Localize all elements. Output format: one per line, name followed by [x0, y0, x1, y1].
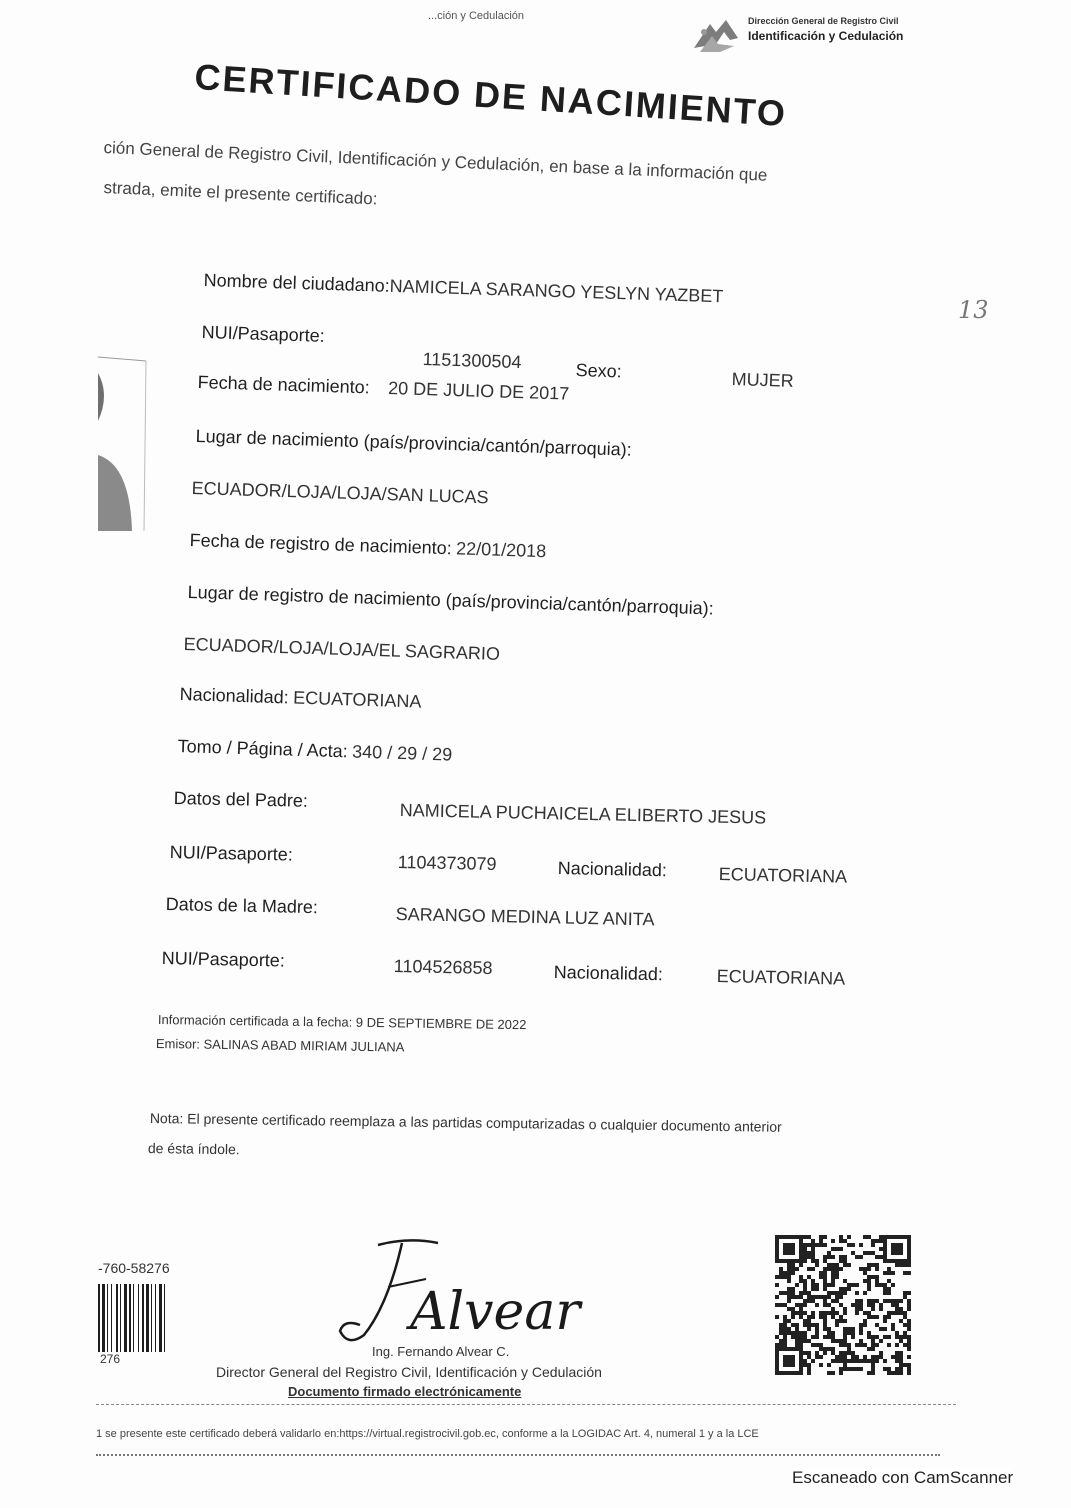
footer-divider	[96, 1404, 956, 1405]
field-tomo	[177, 736, 452, 766]
madre-nui: 1104526858	[393, 956, 493, 979]
footer-cut-line	[96, 1454, 940, 1456]
barcode-code-bottom: 276	[100, 1352, 121, 1366]
intro-line-2: strada, emite el presente certificado:	[103, 178, 378, 209]
margin-handwritten-mark: 13	[958, 296, 989, 324]
madre-nui-label: NUI/Pasaporte:	[161, 948, 286, 971]
fecha-nac-label: Fecha de nacimiento:	[197, 372, 371, 398]
sexo-value: MUJER	[731, 369, 794, 391]
page-title: CERTIFICADO DE NACIMIENTO	[193, 56, 789, 135]
sexo-label: Sexo:	[575, 360, 623, 382]
certificacion-info: Información certificada a la fecha: 9 DE SEPTIEMBRE DE 2022	[157, 1012, 527, 1033]
tomo-value: 340 / 29 / 29	[351, 741, 453, 765]
side-stamp-fragment	[96, 355, 152, 535]
firma-title: Director General del Registro Civil, Identificación y Cedulación	[216, 1364, 602, 1380]
fecha-reg-label: Fecha de registro de nacimiento:	[189, 530, 453, 559]
lugar-reg-label: Lugar de registro de nacimiento (país/provincia/cantón/parroquia):	[187, 582, 715, 619]
footer-line-1: 1 se presente este certificado deberá validarlo en:https://virtual.registrocivil.gob.ec, conforme a la LOGIDAC Art. 4, numeral 1 y a la LCE	[96, 1428, 759, 1440]
field-nacionalidad	[179, 684, 421, 713]
padre-nui: 1104373079	[397, 852, 497, 875]
nombre-value: NAMICELA SARANGO YESLYN YAZBET	[389, 275, 724, 307]
fecha-nac-value: 20 DE JULIO DE 2017	[387, 377, 570, 404]
padre-nac-label: Nacionalidad:	[557, 858, 668, 881]
nui-value: 1151300504	[422, 349, 522, 373]
tomo-label: Tomo / Página / Acta:	[177, 736, 349, 762]
logo-line-1: Dirección General de Registro Civil	[748, 16, 899, 26]
padre-label: Datos del Padre:	[173, 788, 309, 811]
nacionalidad-value: ECUATORIANA	[292, 687, 422, 712]
madre-nac-label: Nacionalidad:	[553, 962, 664, 985]
logo-line-2: Identificación y Cedulación	[748, 29, 904, 43]
camscanner-watermark: Escaneado con CamScanner	[792, 1468, 1014, 1487]
field-nombre	[203, 270, 723, 307]
registro-civil-emblem-icon	[690, 18, 742, 54]
svg-text:Alvear: Alvear	[410, 1282, 581, 1342]
lugar-nac-value: ECUADOR/LOJA/LOJA/SAN LUCAS	[191, 478, 489, 508]
lugar-reg-value: ECUADOR/LOJA/LOJA/EL SAGRARIO	[183, 634, 501, 664]
nombre-label: Nombre del ciudadano:	[203, 270, 391, 296]
field-fecha-registro	[189, 530, 546, 562]
certificacion-emisor: Emisor: SALINAS ABAD MIRIAM JULIANA	[155, 1036, 405, 1055]
padre-name: NAMICELA PUCHAICELA ELIBERTO JESUS	[399, 800, 767, 828]
firma-electronic: Documento firmado electrónicamente	[288, 1384, 522, 1399]
nota-line-1: Nota: El presente certificado reemplaza a las partidas computarizadas o cualquier documento anterior	[149, 1110, 782, 1135]
header-top-fragment: ...ción y Cedulación	[428, 10, 524, 22]
barcode-icon	[98, 1284, 202, 1352]
padre-nac: ECUATORIANA	[718, 864, 848, 887]
madre-label: Datos de la Madre:	[165, 894, 319, 918]
registro-civil-logo	[690, 14, 950, 60]
nota-line-2: de ésta índole.	[147, 1140, 240, 1158]
signature-image	[318, 1235, 581, 1355]
padre-nui-label: NUI/Pasaporte:	[169, 842, 294, 865]
firma-name: Ing. Fernando Alvear C.	[372, 1344, 510, 1359]
madre-name: SARANGO MEDINA LUZ ANITA	[395, 904, 655, 930]
field-fecha-nacimiento	[197, 372, 569, 405]
qr-code-icon	[775, 1235, 911, 1375]
fecha-reg-value: 22/01/2018	[455, 538, 547, 562]
nui-label: NUI/Pasaporte:	[201, 322, 326, 346]
barcode-code-top: -760-58276	[98, 1260, 170, 1276]
madre-nac: ECUATORIANA	[716, 966, 846, 989]
intro-line-1: ción General de Registro Civil, Identificación y Cedulación, en base a la información que	[103, 138, 768, 185]
nacionalidad-label: Nacionalidad:	[179, 684, 290, 708]
lugar-nac-label: Lugar de nacimiento (país/provincia/cantón/parroquia):	[195, 426, 633, 460]
